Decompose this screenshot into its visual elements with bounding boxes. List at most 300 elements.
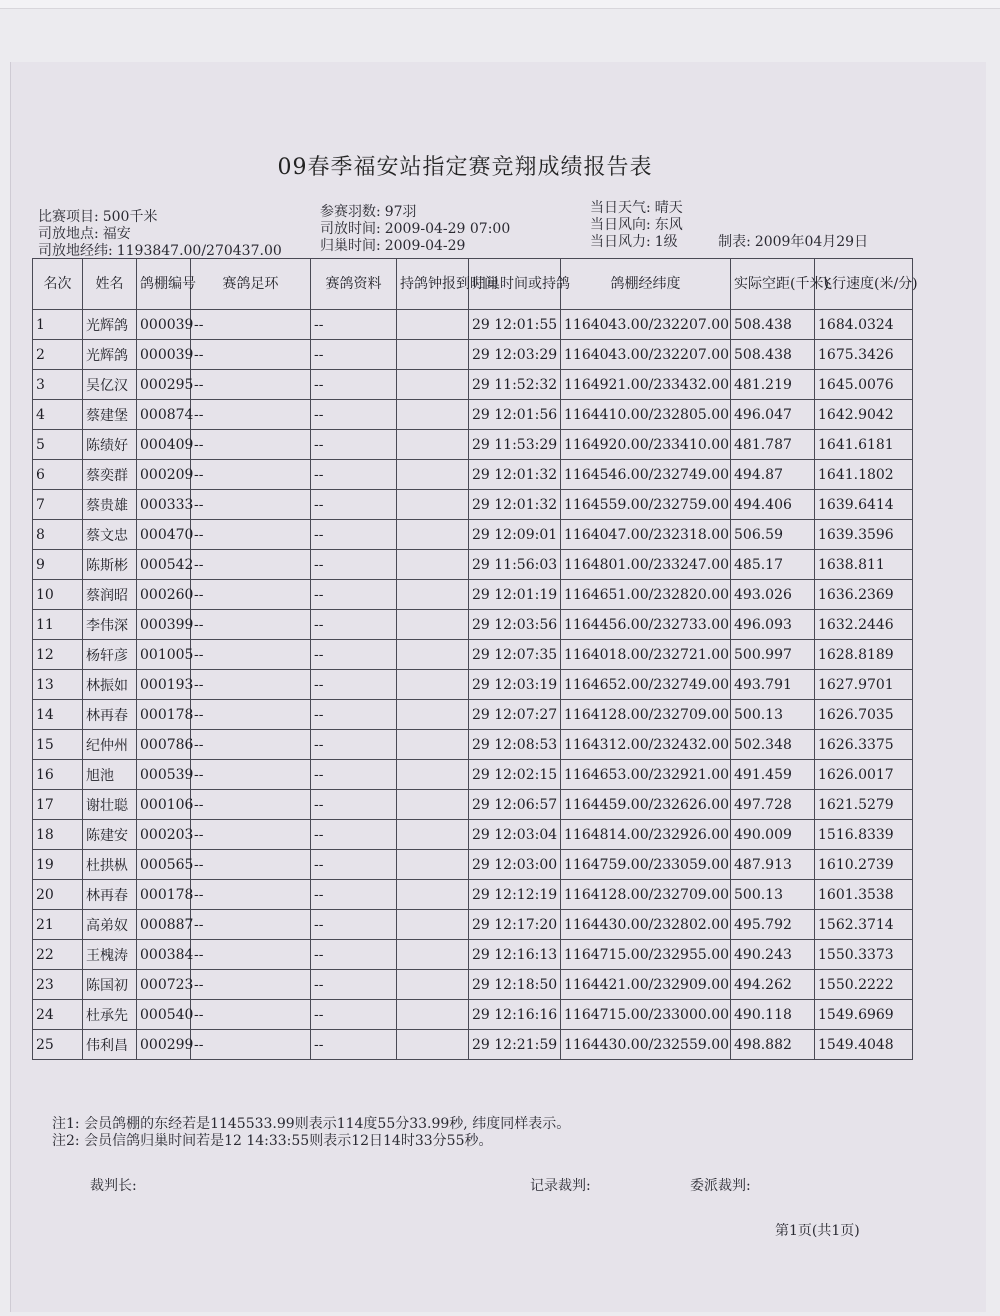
loft-cell: 000723	[137, 970, 191, 1000]
event-label: 比赛项目:	[38, 209, 99, 225]
distance-cell: 490.009	[731, 820, 815, 850]
col-report: 持鸽钟报到时间	[397, 259, 469, 310]
coords-cell: 1164128.00/232709.00	[561, 700, 731, 730]
speed-cell: 1562.3714	[815, 910, 913, 940]
report-cell	[397, 790, 469, 820]
time-cell: 29 12:06:57	[469, 790, 561, 820]
info-cell: --	[311, 1000, 397, 1030]
coords-cell: 1164410.00/232805.00	[561, 400, 731, 430]
time-cell: 29 12:09:01	[469, 520, 561, 550]
ring-cell: --	[191, 880, 311, 910]
table-row	[33, 970, 913, 1000]
table-row	[33, 310, 913, 340]
info-cell: --	[311, 730, 397, 760]
time-cell: 29 12:21:59	[469, 1030, 561, 1060]
col-time: 归巢时间或持鸽	[469, 259, 561, 310]
loft-cell: 001005	[137, 640, 191, 670]
time-cell: 29 12:12:19	[469, 880, 561, 910]
coords-cell: 1164430.00/232559.00	[561, 1030, 731, 1060]
speed-cell: 1641.1802	[815, 460, 913, 490]
rank-cell: 5	[33, 430, 83, 460]
loft-cell: 000178	[137, 880, 191, 910]
loft-cell: 000039	[137, 310, 191, 340]
speed-cell: 1601.3538	[815, 880, 913, 910]
info-cell: --	[311, 640, 397, 670]
info-cell: --	[311, 550, 397, 580]
event-value: 500千米	[102, 209, 158, 225]
rank-cell: 4	[33, 400, 83, 430]
name-cell: 王槐涛	[83, 940, 137, 970]
note-1: 注1: 会员鸽棚的东经若是1145533.99则表示114度55分33.99秒, 纬度同样表示。	[52, 1116, 571, 1132]
coords-cell: 1164920.00/233410.00	[561, 430, 731, 460]
table-header-row	[33, 259, 913, 310]
info-cell: --	[311, 790, 397, 820]
ring-cell: --	[191, 340, 311, 370]
col-info: 赛鸽资料	[311, 259, 397, 310]
speed-cell: 1645.0076	[815, 370, 913, 400]
loft-cell: 000203	[137, 820, 191, 850]
report-cell	[397, 550, 469, 580]
name-cell: 杜承先	[83, 1000, 137, 1030]
loft-cell: 000399	[137, 610, 191, 640]
loft-cell: 000295	[137, 370, 191, 400]
col-dist: 实际空距(千米)	[731, 259, 815, 310]
speed-cell: 1684.0324	[815, 310, 913, 340]
top-scan-strip	[0, 0, 1000, 9]
rank-cell: 2	[33, 340, 83, 370]
ring-cell: --	[191, 310, 311, 340]
release-place-label: 司放地点:	[38, 226, 99, 242]
rank-cell: 16	[33, 760, 83, 790]
name-cell: 吴亿汉	[83, 370, 137, 400]
speed-cell: 1627.9701	[815, 670, 913, 700]
ring-cell: --	[191, 610, 311, 640]
table-row	[33, 340, 913, 370]
distance-cell: 497.728	[731, 790, 815, 820]
distance-cell: 500.997	[731, 640, 815, 670]
report-cell	[397, 880, 469, 910]
loft-cell: 000260	[137, 580, 191, 610]
distance-cell: 494.87	[731, 460, 815, 490]
info-cell: --	[311, 430, 397, 460]
loft-cell: 000193	[137, 670, 191, 700]
coords-cell: 1164312.00/232432.00	[561, 730, 731, 760]
distance-cell: 494.262	[731, 970, 815, 1000]
rank-cell: 21	[33, 910, 83, 940]
count-value: 97羽	[384, 204, 417, 220]
coords-cell: 1164546.00/232749.00	[561, 460, 731, 490]
name-cell: 蔡奕群	[83, 460, 137, 490]
info-cell: --	[311, 700, 397, 730]
name-cell: 陈国初	[83, 970, 137, 1000]
table-row	[33, 460, 913, 490]
speed-cell: 1550.3373	[815, 940, 913, 970]
name-cell: 陈建安	[83, 820, 137, 850]
report-cell	[397, 670, 469, 700]
time-cell: 29 12:03:04	[469, 820, 561, 850]
speed-cell: 1516.8339	[815, 820, 913, 850]
weather-info-block	[590, 200, 868, 251]
info-cell: --	[311, 400, 397, 430]
coords-cell: 1164921.00/233432.00	[561, 370, 731, 400]
loft-cell: 000542	[137, 550, 191, 580]
coords-cell: 1164018.00/232721.00	[561, 640, 731, 670]
coords-cell: 1164456.00/232733.00	[561, 610, 731, 640]
report-cell	[397, 310, 469, 340]
name-cell: 林振如	[83, 670, 137, 700]
ring-cell: --	[191, 1030, 311, 1060]
table-row	[33, 1030, 913, 1060]
col-rank: 名次	[33, 259, 83, 310]
coords-cell: 1164801.00/233247.00	[561, 550, 731, 580]
coords-cell: 1164128.00/232709.00	[561, 880, 731, 910]
rank-cell: 3	[33, 370, 83, 400]
made-value: 2009年04月29日	[754, 234, 869, 250]
name-cell: 旭池	[83, 760, 137, 790]
name-cell: 光辉鸽	[83, 310, 137, 340]
distance-cell: 493.791	[731, 670, 815, 700]
ring-cell: --	[191, 400, 311, 430]
loft-cell: 000299	[137, 1030, 191, 1060]
table-row	[33, 850, 913, 880]
ring-cell: --	[191, 580, 311, 610]
info-cell: --	[311, 820, 397, 850]
table-row	[33, 700, 913, 730]
coords-cell: 1164652.00/232749.00	[561, 670, 731, 700]
report-cell	[397, 730, 469, 760]
report-cell	[397, 760, 469, 790]
coords-cell: 1164430.00/232802.00	[561, 910, 731, 940]
return-time-value: 2009-04-29	[384, 238, 466, 254]
table-row	[33, 550, 913, 580]
info-cell: --	[311, 880, 397, 910]
rank-cell: 6	[33, 460, 83, 490]
distance-cell: 491.459	[731, 760, 815, 790]
distance-cell: 490.118	[731, 1000, 815, 1030]
page-number: 第1页(共1页)	[775, 1223, 860, 1239]
time-cell: 29 12:07:35	[469, 640, 561, 670]
rank-cell: 24	[33, 1000, 83, 1030]
wind-force-label: 当日风力:	[590, 234, 651, 250]
col-coords: 鸽棚经纬度	[561, 259, 731, 310]
release-time-value: 2009-04-29 07:00	[384, 221, 511, 237]
report-cell	[397, 340, 469, 370]
rank-cell: 23	[33, 970, 83, 1000]
table-row	[33, 580, 913, 610]
wind-dir-label: 当日风向:	[590, 217, 651, 233]
distance-cell: 495.792	[731, 910, 815, 940]
info-cell: --	[311, 580, 397, 610]
col-ring: 赛鸽足环	[191, 259, 311, 310]
distance-cell: 506.59	[731, 520, 815, 550]
note-2: 注2: 会员信鸽归巢时间若是12 14:33:55则表示12日14时33分55秒。	[52, 1133, 493, 1149]
loft-cell: 000409	[137, 430, 191, 460]
name-cell: 蔡贵雄	[83, 490, 137, 520]
time-cell: 29 12:03:56	[469, 610, 561, 640]
info-cell: --	[311, 760, 397, 790]
col-loft: 鸽棚编号	[137, 259, 191, 310]
speed-cell: 1639.6414	[815, 490, 913, 520]
loft-cell: 000106	[137, 790, 191, 820]
time-cell: 29 12:03:00	[469, 850, 561, 880]
name-cell: 纪仲州	[83, 730, 137, 760]
coords-cell: 1164421.00/232909.00	[561, 970, 731, 1000]
ring-cell: --	[191, 910, 311, 940]
results-table	[32, 258, 918, 1060]
report-cell	[397, 700, 469, 730]
coords-cell: 1164047.00/232318.00	[561, 520, 731, 550]
table-row	[33, 910, 913, 940]
speed-cell: 1675.3426	[815, 340, 913, 370]
distance-cell: 494.406	[731, 490, 815, 520]
rank-cell: 25	[33, 1030, 83, 1060]
event-info-block	[38, 209, 282, 260]
distance-cell: 496.047	[731, 400, 815, 430]
rank-cell: 7	[33, 490, 83, 520]
table-row	[33, 940, 913, 970]
info-cell: --	[311, 610, 397, 640]
time-cell: 29 12:01:19	[469, 580, 561, 610]
report-cell	[397, 640, 469, 670]
ring-cell: --	[191, 640, 311, 670]
table-row	[33, 790, 913, 820]
rank-cell: 15	[33, 730, 83, 760]
ring-cell: --	[191, 490, 311, 520]
speed-cell: 1636.2369	[815, 580, 913, 610]
distance-cell: 481.219	[731, 370, 815, 400]
info-cell: --	[311, 490, 397, 520]
table-row	[33, 610, 913, 640]
distance-cell: 490.243	[731, 940, 815, 970]
speed-cell: 1626.0017	[815, 760, 913, 790]
distance-cell: 498.882	[731, 1030, 815, 1060]
ring-cell: --	[191, 790, 311, 820]
table-row	[33, 670, 913, 700]
time-cell: 29 12:01:55	[469, 310, 561, 340]
report-cell	[397, 820, 469, 850]
rank-cell: 13	[33, 670, 83, 700]
report-cell	[397, 1030, 469, 1060]
distance-cell: 493.026	[731, 580, 815, 610]
ring-cell: --	[191, 940, 311, 970]
rank-cell: 1	[33, 310, 83, 340]
name-cell: 杨轩彦	[83, 640, 137, 670]
ring-cell: --	[191, 760, 311, 790]
loft-cell: 000887	[137, 910, 191, 940]
report-cell	[397, 400, 469, 430]
name-cell: 光辉鸽	[83, 340, 137, 370]
time-cell: 29 11:52:32	[469, 370, 561, 400]
speed-cell: 1549.6969	[815, 1000, 913, 1030]
name-cell: 谢壮聪	[83, 790, 137, 820]
loft-cell: 000333	[137, 490, 191, 520]
info-cell: --	[311, 520, 397, 550]
time-cell: 29 12:01:32	[469, 490, 561, 520]
distance-cell: 508.438	[731, 340, 815, 370]
wind-force-value: 1级	[654, 234, 678, 250]
loft-cell: 000786	[137, 730, 191, 760]
name-cell: 高弟奴	[83, 910, 137, 940]
release-coords-value: 1193847.00/270437.00	[116, 243, 282, 259]
name-cell: 林再春	[83, 880, 137, 910]
name-cell: 林再春	[83, 700, 137, 730]
report-cell	[397, 370, 469, 400]
rank-cell: 17	[33, 790, 83, 820]
speed-cell: 1639.3596	[815, 520, 913, 550]
time-cell: 29 12:17:20	[469, 910, 561, 940]
time-cell: 29 12:08:53	[469, 730, 561, 760]
report-cell	[397, 460, 469, 490]
coords-cell: 1164653.00/232921.00	[561, 760, 731, 790]
ring-cell: --	[191, 1000, 311, 1030]
table-row	[33, 490, 913, 520]
time-cell: 29 11:56:03	[469, 550, 561, 580]
ring-cell: --	[191, 700, 311, 730]
report-cell	[397, 580, 469, 610]
table-row	[33, 820, 913, 850]
wind-dir-value: 东风	[654, 217, 683, 233]
rank-cell: 22	[33, 940, 83, 970]
release-place-value: 福安	[102, 226, 131, 242]
loft-cell: 000209	[137, 460, 191, 490]
speed-cell: 1632.2446	[815, 610, 913, 640]
weather-value: 晴天	[654, 200, 683, 216]
distance-cell: 500.13	[731, 880, 815, 910]
report-title: 09春季福安站指定赛竞翔成绩报告表	[277, 155, 653, 180]
distance-cell: 487.913	[731, 850, 815, 880]
table-row	[33, 880, 913, 910]
speed-cell: 1638.811	[815, 550, 913, 580]
rank-cell: 19	[33, 850, 83, 880]
loft-cell: 000470	[137, 520, 191, 550]
distance-cell: 508.438	[731, 310, 815, 340]
time-cell: 29 12:16:16	[469, 1000, 561, 1030]
report-cell	[397, 610, 469, 640]
distance-cell: 485.17	[731, 550, 815, 580]
time-cell: 29 12:07:27	[469, 700, 561, 730]
time-cell: 29 12:01:56	[469, 400, 561, 430]
release-coords-label: 司放地经纬:	[38, 243, 113, 259]
rank-cell: 14	[33, 700, 83, 730]
count-label: 参赛羽数:	[320, 204, 381, 220]
speed-cell: 1626.3375	[815, 730, 913, 760]
ring-cell: --	[191, 460, 311, 490]
table-row	[33, 430, 913, 460]
report-cell	[397, 850, 469, 880]
distance-cell: 500.13	[731, 700, 815, 730]
ring-cell: --	[191, 820, 311, 850]
name-cell: 蔡润昭	[83, 580, 137, 610]
speed-cell: 1621.5279	[815, 790, 913, 820]
report-cell	[397, 430, 469, 460]
col-name: 姓名	[83, 259, 137, 310]
loft-cell: 000565	[137, 850, 191, 880]
info-cell: --	[311, 850, 397, 880]
speed-cell: 1642.9042	[815, 400, 913, 430]
info-cell: --	[311, 940, 397, 970]
loft-cell: 000874	[137, 400, 191, 430]
rank-cell: 20	[33, 880, 83, 910]
loft-cell: 000178	[137, 700, 191, 730]
info-cell: --	[311, 1030, 397, 1060]
time-info-block	[320, 204, 510, 255]
time-cell: 29 12:01:32	[469, 460, 561, 490]
distance-cell: 502.348	[731, 730, 815, 760]
rank-cell: 9	[33, 550, 83, 580]
table-row	[33, 640, 913, 670]
name-cell: 杜拱枞	[83, 850, 137, 880]
ring-cell: --	[191, 520, 311, 550]
coords-cell: 1164043.00/232207.00	[561, 310, 731, 340]
info-cell: --	[311, 310, 397, 340]
made-label: 制表:	[718, 234, 751, 250]
ring-cell: --	[191, 430, 311, 460]
release-time-label: 司放时间:	[320, 221, 381, 237]
loft-cell: 000540	[137, 1000, 191, 1030]
ring-cell: --	[191, 970, 311, 1000]
speed-cell: 1641.6181	[815, 430, 913, 460]
info-cell: --	[311, 970, 397, 1000]
time-cell: 29 12:16:13	[469, 940, 561, 970]
report-cell	[397, 940, 469, 970]
report-cell	[397, 490, 469, 520]
name-cell: 蔡文忠	[83, 520, 137, 550]
name-cell: 蔡建堡	[83, 400, 137, 430]
table-row	[33, 1000, 913, 1030]
speed-cell: 1628.8189	[815, 640, 913, 670]
ring-cell: --	[191, 550, 311, 580]
table-row	[33, 730, 913, 760]
speed-cell: 1550.2222	[815, 970, 913, 1000]
coords-cell: 1164759.00/233059.00	[561, 850, 731, 880]
name-cell: 伟利昌	[83, 1030, 137, 1060]
record-judge-label: 记录裁判:	[530, 1178, 591, 1194]
name-cell: 陈斯彬	[83, 550, 137, 580]
ring-cell: --	[191, 370, 311, 400]
chief-judge-label: 裁判长:	[90, 1178, 137, 1194]
rank-cell: 8	[33, 520, 83, 550]
coords-cell: 1164043.00/232207.00	[561, 340, 731, 370]
table-row	[33, 760, 913, 790]
distance-cell: 481.787	[731, 430, 815, 460]
loft-cell: 000539	[137, 760, 191, 790]
return-time-label: 归巢时间:	[320, 238, 381, 254]
coords-cell: 1164651.00/232820.00	[561, 580, 731, 610]
rank-cell: 11	[33, 610, 83, 640]
ring-cell: --	[191, 670, 311, 700]
info-cell: --	[311, 910, 397, 940]
name-cell: 李伟深	[83, 610, 137, 640]
table-row	[33, 370, 913, 400]
info-cell: --	[311, 370, 397, 400]
delegate-judge-label: 委派裁判:	[690, 1178, 751, 1194]
report-cell	[397, 520, 469, 550]
distance-cell: 496.093	[731, 610, 815, 640]
coords-cell: 1164715.00/232955.00	[561, 940, 731, 970]
info-cell: --	[311, 460, 397, 490]
coords-cell: 1164814.00/232926.00	[561, 820, 731, 850]
loft-cell: 000384	[137, 940, 191, 970]
name-cell: 陈绩好	[83, 430, 137, 460]
rank-cell: 18	[33, 820, 83, 850]
table-row	[33, 520, 913, 550]
speed-cell: 1626.7035	[815, 700, 913, 730]
info-cell: --	[311, 340, 397, 370]
coords-cell: 1164715.00/233000.00	[561, 1000, 731, 1030]
coords-cell: 1164559.00/232759.00	[561, 490, 731, 520]
report-cell	[397, 1000, 469, 1030]
report-cell	[397, 970, 469, 1000]
